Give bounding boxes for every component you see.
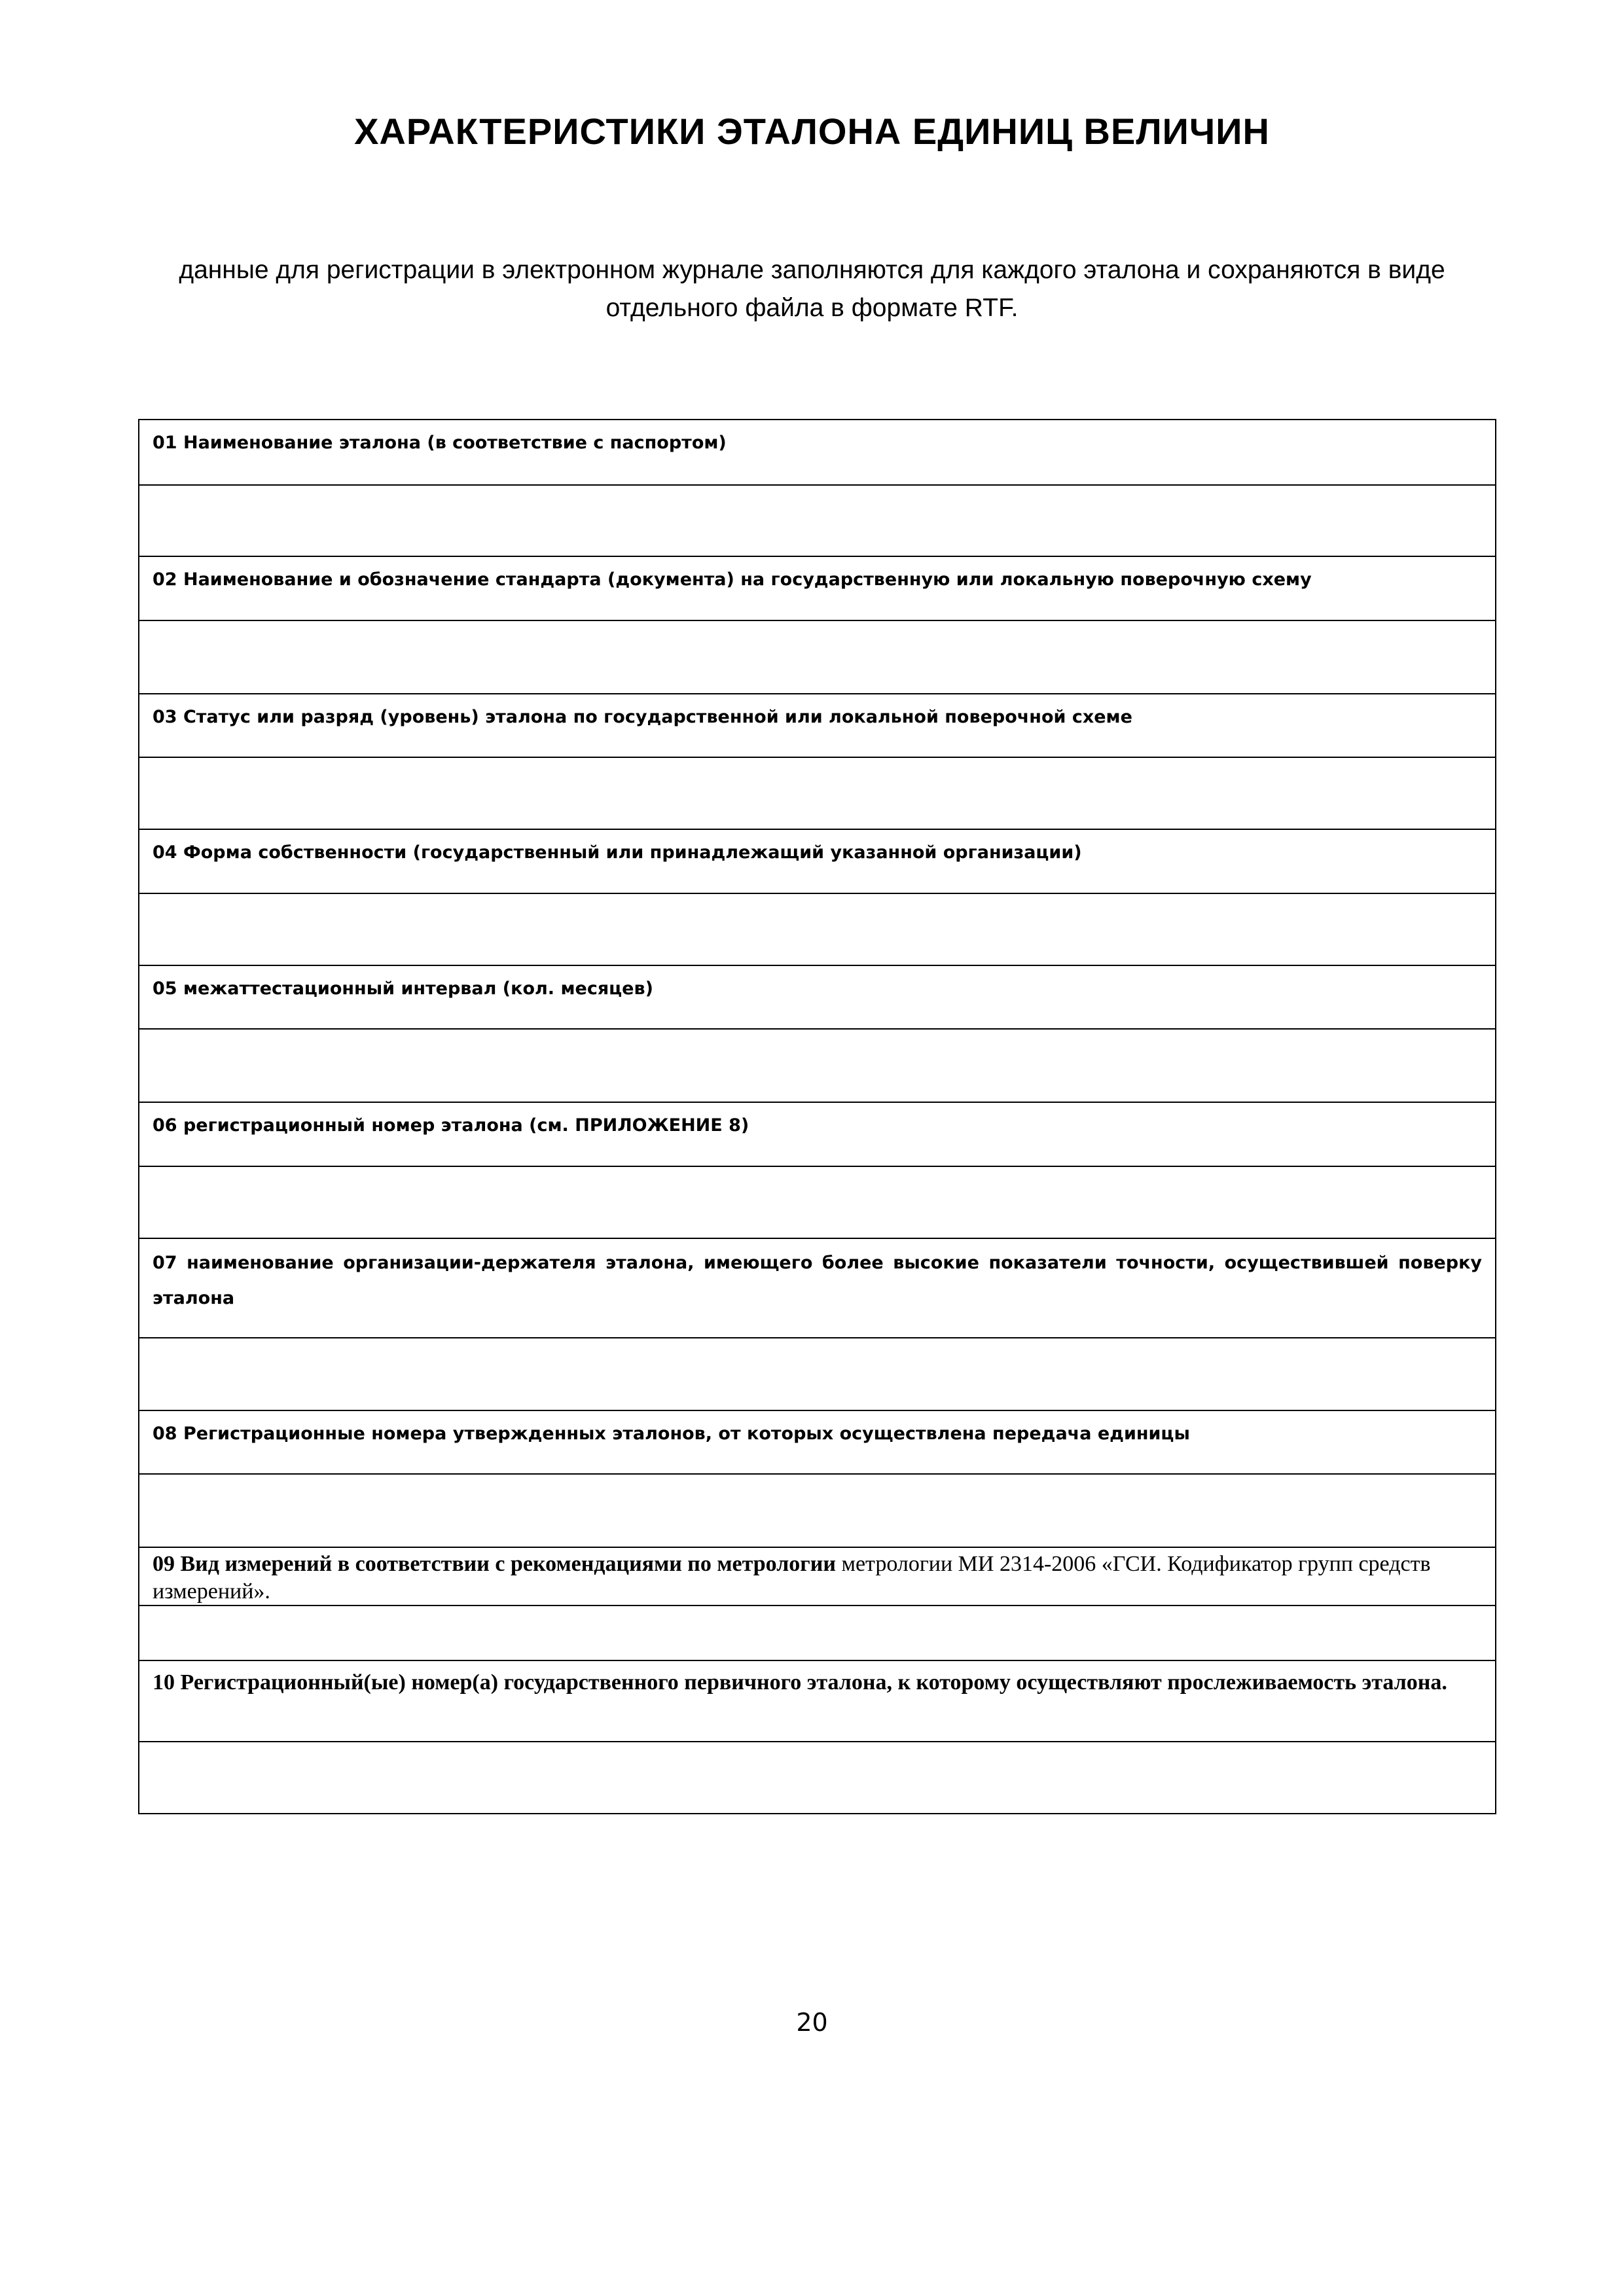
field-04-value[interactable] bbox=[139, 894, 1495, 966]
field-01-label: 01 Наименование эталона (в соответствие с паспортом) bbox=[139, 420, 1495, 486]
field-10-value[interactable] bbox=[139, 1742, 1495, 1813]
field-08-value[interactable] bbox=[139, 1475, 1495, 1548]
field-03-value[interactable] bbox=[139, 758, 1495, 830]
field-06-label: 06 регистрационный номер эталона (см. ПРИЛОЖЕНИЕ 8) bbox=[139, 1103, 1495, 1167]
field-09-label-rest: метрологии МИ 2314-2006 «ГСИ. Кодификатор групп средств измерений». bbox=[153, 1552, 1431, 1604]
field-08-label: 08 Регистрационные номера утвержденных эталонов, от которых осуществлена передача единицы bbox=[139, 1411, 1495, 1475]
page-title: ХАРАКТЕРИСТИКИ ЭТАЛОНА ЕДИНИЦ ВЕЛИЧИН bbox=[354, 111, 1270, 152]
page-subtitle: данные для регистрации в электронном журнале заполняются для каждого эталона и сохраняются в виде отдельного файла в формате RTF. bbox=[179, 256, 1445, 322]
registration-form-table bbox=[138, 419, 1496, 1814]
field-03-label: 03 Статус или разряд (уровень) эталона по государственной или локальной поверочной схеме bbox=[139, 694, 1495, 758]
field-02-value[interactable] bbox=[139, 621, 1495, 694]
field-07-value[interactable] bbox=[139, 1338, 1495, 1411]
field-09-value[interactable] bbox=[139, 1606, 1495, 1661]
page-number: 20 bbox=[796, 2008, 828, 2037]
field-05-value[interactable] bbox=[139, 1030, 1495, 1103]
field-02-label: 02 Наименование и обозначение стандарта (документа) на государственную или локальную поверочную схему bbox=[139, 557, 1495, 621]
field-10-label: 10 Регистрационный(ые) номер(а) государственного первичного эталона, к которому осуществляют прослеживаемость эталона. bbox=[139, 1661, 1495, 1742]
field-05-label: 05 межаттестационный интервал (кол. месяцев) bbox=[139, 966, 1495, 1030]
field-04-label: 04 Форма собственности (государственный или принадлежащий указанной организации) bbox=[139, 830, 1495, 894]
field-07-label: 07 наименование организации-держателя эталона, имеющего более высокие показатели точности, осуществившей поверку эталона bbox=[139, 1239, 1495, 1338]
field-09-label-bold: 09 Вид измерений в соответствии с рекомендациями по метрологии bbox=[153, 1552, 836, 1576]
field-01-value[interactable] bbox=[139, 486, 1495, 557]
field-06-value[interactable] bbox=[139, 1167, 1495, 1239]
field-09-label bbox=[139, 1548, 1495, 1606]
